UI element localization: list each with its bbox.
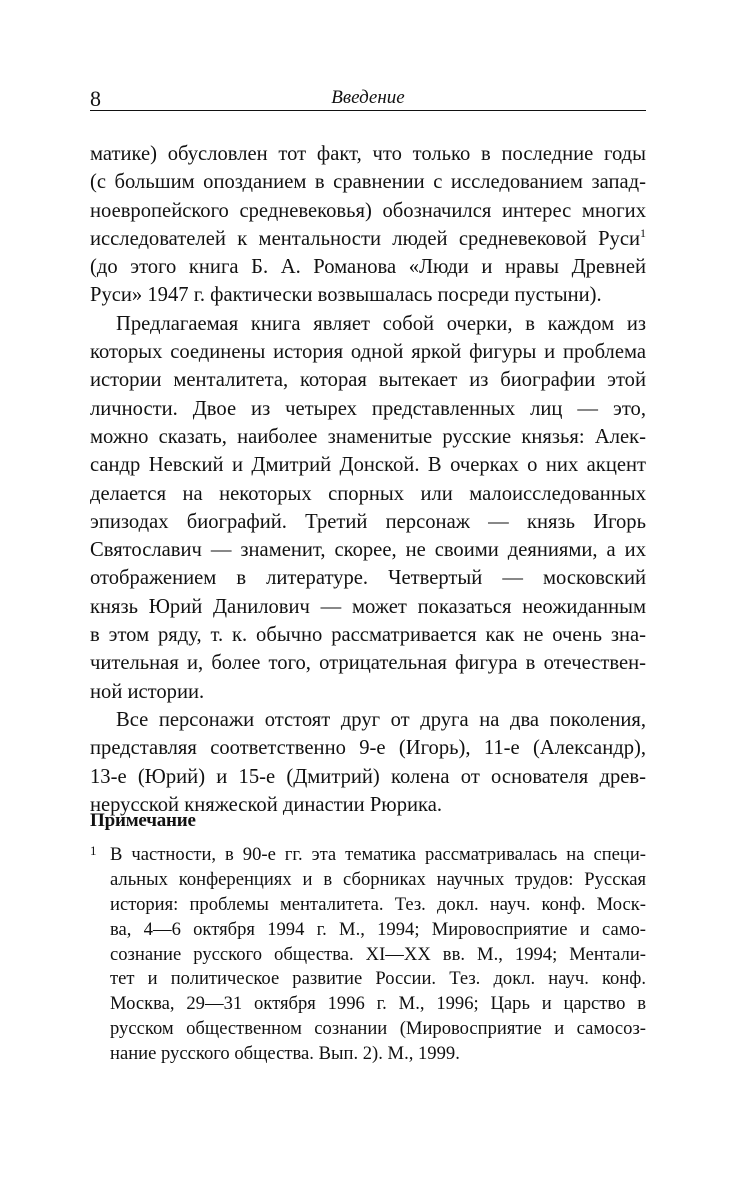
text-line: ной истории. [90,680,205,703]
text-line: (с большим опозданием в сравнении с исследованием запад- [90,171,646,194]
footnote-line: нание русского общества. Вып. 2). М., 1999. [110,1043,460,1065]
footnote-line: Москва, 29—31 октября 1996 г. М., 1996; Царь и царство в [110,993,646,1015]
footnote-line: ва, 4—6 октября 1994 г. М., 1994; Мировосприятие и само- [110,918,646,940]
footnote-line: история: проблемы менталитета. Тез. докл. науч. конф. Моск- [110,893,646,915]
text-line: матике) обусловлен тот факт, что только в последние годы [90,143,646,165]
text-line: князь Юрий Данилович — может показаться неожиданным [90,595,646,618]
footnote-text [110,843,646,1067]
text-line: эпизодах биографий. Третий персонаж — князь Игорь [90,510,646,533]
running-head [90,84,646,111]
footnote-line: альных конференциях и в сборниках научных трудов: Русская [110,868,646,890]
text-line: Руси» 1947 г. фактически возвышалась посреди пустыни). [90,284,602,307]
footnote-line: В частности, в 90-е гг. эта тематика рассматривалась на специ- [110,844,646,865]
text-line: Все персонажи отстоят друг от друга на два поколения, [116,708,646,731]
text-line: в этом ряду, т. к. обычно рассматривается как не очень зна- [90,624,646,647]
notes-heading: Примечание [90,810,196,831]
text-line: делается на некоторых спорных или малоисследованных [90,482,646,505]
text-line: Святославич — знаменит, скорее, не своими деяниями, а их [90,539,646,562]
text-line: (до этого книга Б. А. Романова «Люди и нравы Древней [90,256,646,279]
text-line: ноевропейского средневековья) обозначился интерес многих [90,199,646,222]
text-line: личности. Двое из четырех представленных лиц — это, [90,397,646,420]
text-line: истории менталитета, которая вытекает из биографии этой [90,369,646,392]
text-line: которых соединены история одной яркой фигуры и проблема [90,341,646,364]
text-line: можно сказать, наиболее знаменитые русские князья: Алек- [90,425,646,448]
text-line: нерусской княжеской династии Рюрика. [90,793,442,816]
footnote-line: русском общественном сознании (Мировосприятие и самосоз- [110,1018,646,1040]
footnote-line: сознание русского общества. XI—XX вв. М., 1994; Ментали- [110,943,646,965]
text-line: сандр Невский и Дмитрий Донской. В очерках о них акцент [90,454,646,477]
text-line [90,225,646,253]
footnote-number: 1 [90,843,97,858]
text-line: отображением в литературе. Четвертый — московский [90,567,646,590]
footnote-ref: 1 [640,226,646,241]
text-line: представляя соответственно 9-е (Игорь), 11-е (Александр), [90,737,646,760]
footnote-line: тет и политическое развитие России. Тез. докл. науч. конф. [110,968,646,990]
text-line: Предлагаемая книга являет собой очерки, в каждом из [116,312,646,335]
text-fragment: исследователей к ментальности людей средневековой Руси [90,227,640,250]
text-line: чительная и, более того, отрицательная фигура в отечествен- [90,652,646,675]
running-title: Введение [331,87,405,108]
text-line: 13-е (Юрий) и 15-е (Дмитрий) колена от основателя древ- [90,765,646,788]
page-number: 8 [90,86,101,111]
body-text [90,140,646,819]
